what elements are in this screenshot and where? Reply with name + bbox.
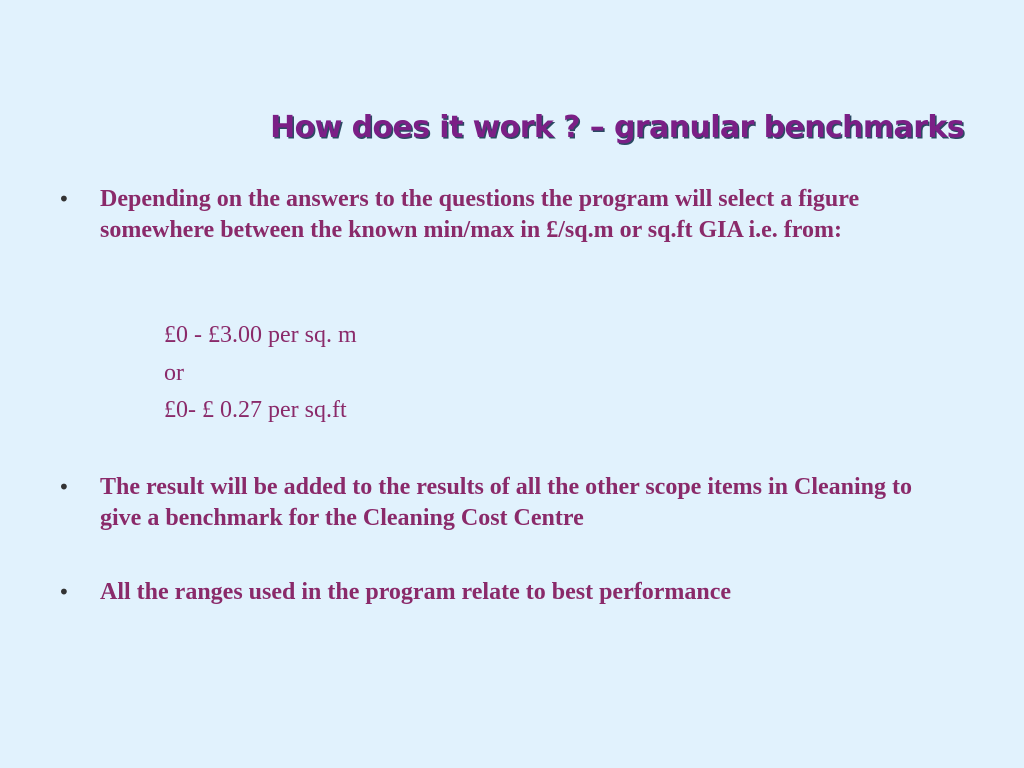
bullet-item-selection	[58, 184, 958, 246]
bullet-item-result	[58, 472, 958, 534]
bullet-text: Depending on the answers to the questions the program will select a figure somewhere between the known min/max in £/sq.m or sq.ft GIA i.e. from:	[100, 186, 860, 243]
range-per-sq-ft: £0- £ 0.27 per sq.ft	[164, 397, 347, 423]
bullet-marker: •	[58, 187, 70, 211]
slide-title: How does it work ? – granular benchmarks	[270, 110, 964, 145]
range-or: or	[164, 360, 184, 386]
bullet-marker: •	[58, 580, 70, 604]
range-per-sq-m: £0 - £3.00 per sq. m	[164, 322, 357, 348]
bullet-text: All the ranges used in the program relate to best performance	[100, 579, 732, 605]
bullet-marker: •	[58, 475, 70, 499]
bullet-text: The result will be added to the results of all the other scope items in Cleaning to give a benchmark for the Cleaning Cost Centre	[100, 474, 912, 531]
bullet-item-ranges	[58, 577, 958, 608]
